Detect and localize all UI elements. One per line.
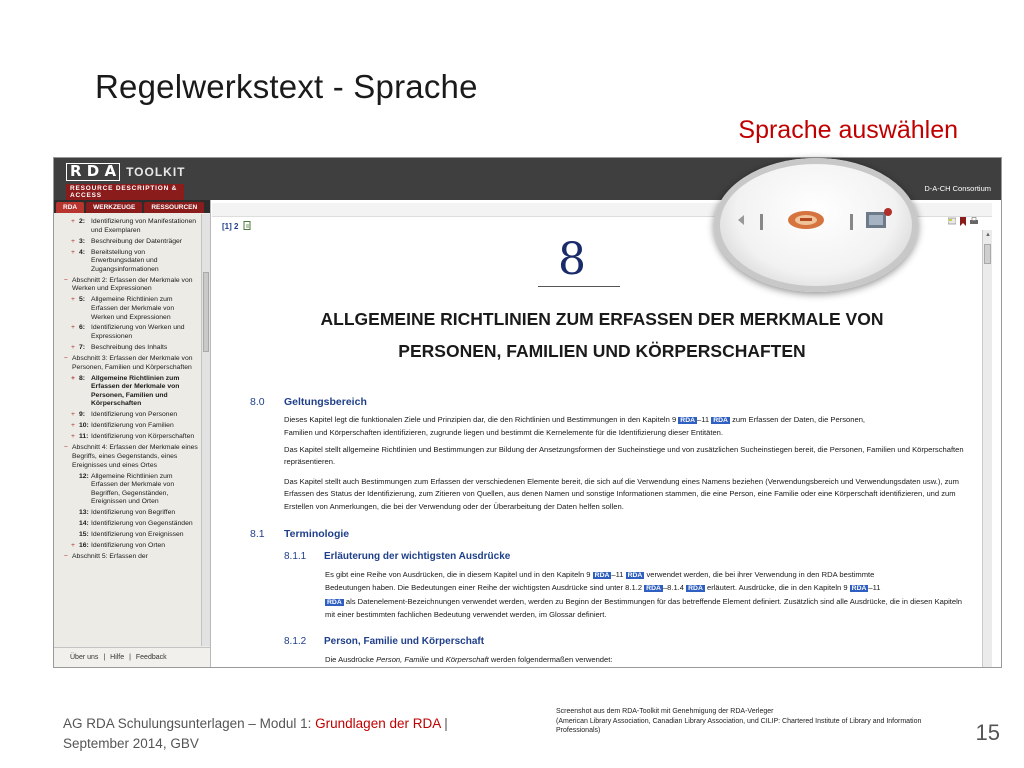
- toc-item-label: Abschnitt 4: Erfassen der Merkmale eines Begriffs, eines Gegenstands, eines Ereignisses und eines Ortes: [72, 444, 198, 469]
- help-link[interactable]: Hilfe: [110, 654, 125, 661]
- rda-link-tag[interactable]: RDA: [680, 417, 696, 424]
- footer-separator: |: [440, 716, 448, 731]
- toc-item[interactable]: [64, 238, 198, 247]
- sidebar-scroll-thumb[interactable]: [203, 272, 209, 352]
- tab-ressourcen[interactable]: RESSOURCEN: [144, 202, 204, 213]
- toc-item[interactable]: [64, 444, 198, 470]
- toc-item[interactable]: [64, 422, 198, 431]
- chapter-number: 8: [558, 234, 586, 285]
- expand-icon[interactable]: +: [71, 344, 75, 352]
- section-title: Geltungsbereich: [284, 396, 367, 408]
- page-number: 15: [975, 720, 1000, 745]
- footer-date: September 2014, GBV: [63, 736, 199, 751]
- sidebar: [54, 200, 211, 668]
- expand-icon[interactable]: [71, 531, 79, 540]
- rda-link-tag[interactable]: RDA: [713, 417, 728, 424]
- toc-item[interactable]: [64, 324, 198, 341]
- toc-item[interactable]: [64, 433, 198, 442]
- expand-icon[interactable]: +: [71, 433, 75, 441]
- sidebar-tabs: [54, 200, 210, 213]
- rda-link-tag[interactable]: RDA: [627, 572, 643, 579]
- section-number: 8.1: [250, 528, 265, 540]
- toc-item-number: 3:: [79, 237, 86, 245]
- section-8-1-2-heading[interactable]: [284, 636, 484, 647]
- section-title: Terminologie: [284, 528, 350, 540]
- toc-item[interactable]: [64, 355, 198, 372]
- chapter-title-line2: PERSONEN, FAMILIEN UND KÖRPERSCHAFTEN: [398, 341, 806, 361]
- toc-item[interactable]: [64, 296, 198, 322]
- toc-item-number: 2:: [79, 218, 86, 225]
- collapse-icon[interactable]: −: [64, 276, 68, 284]
- toc-item-label: Abschnitt 2: Erfassen der Merkmale von Werken und Expressionen: [72, 276, 193, 293]
- toc-item-label: Allgemeine Richtlinien zum Erfassen der Merkmale von Personen, Familien und Körperschaften: [91, 374, 180, 408]
- toc-item[interactable]: [64, 411, 198, 420]
- toc-item-label: Identifizierung von Werken und Expressionen: [91, 324, 185, 341]
- toc-item-number: 15:: [79, 531, 89, 539]
- section-title: Person, Familie und Körperschaft: [324, 636, 485, 647]
- slide-title: Regelwerkstext - Sprache: [95, 68, 478, 105]
- footer-text: AG RDA Schulungsunterlagen – Modul 1:: [63, 716, 316, 731]
- chapter-title: [252, 303, 952, 367]
- page-icon[interactable]: [243, 221, 252, 230]
- toc-item-label: Identifizierung von Manifestationen und Exemplaren: [91, 218, 197, 234]
- toc-item[interactable]: [64, 218, 198, 235]
- expand-icon[interactable]: +: [71, 324, 75, 332]
- page-navigation: [222, 221, 252, 231]
- copyright-note-line1: Screenshot aus dem RDA-Toolkit mit Genehmigung der RDA-Verleger: [556, 708, 774, 715]
- collapse-icon[interactable]: −: [64, 553, 68, 561]
- expand-icon[interactable]: +: [71, 542, 75, 550]
- toc-item-label: Identifizierung von Begriffen: [91, 509, 176, 517]
- rda-link-tag[interactable]: RDA: [646, 585, 661, 593]
- consortium-label: D-A-CH Consortium: [924, 184, 991, 193]
- sidebar-footer: [54, 647, 210, 668]
- toc-item[interactable]: [64, 520, 198, 529]
- toc-item-number: 10:: [79, 422, 89, 430]
- logo-toolkit-word: TOOLKIT: [126, 165, 186, 179]
- toc-item-number: 8:: [79, 374, 86, 382]
- section-8-0-paragraph-3: Das Kapitel stellt auch Bestimmungen zum Erfassen der verschiedenen Elemente bereit, die sich auf die Verwendung eines Namens beziehen (Verwendungsbereich und Verwendungsdaten usw.), zum Erfassen des Status der Identifizierung, zum Zitieren von Quellen, aus denen Namen und sonstige Informationen stammen, die eine Person, eine Familie oder eine Körperschaft identifizieren, und zum Erstellen von Anmerkungen, die bei der Verwendung oder der Überarbeitung der Daten helfen sollen.: [284, 477, 959, 511]
- copyright-note: [556, 707, 966, 736]
- rda-link-tag[interactable]: RDA: [851, 585, 867, 593]
- toc-item-number: 9:: [79, 411, 86, 419]
- expand-icon[interactable]: [71, 509, 79, 518]
- toc-item-number: 5:: [79, 296, 86, 304]
- section-8-0-heading[interactable]: [250, 396, 367, 408]
- expand-icon[interactable]: [71, 473, 79, 507]
- language-select-icon[interactable]: [738, 208, 896, 232]
- chapter-title-line1: ALLGEMEINE RICHTLINIEN ZUM ERFASSEN DER MERKMALE VON: [320, 309, 884, 329]
- toc-item[interactable]: [64, 553, 198, 562]
- about-link[interactable]: Über uns: [70, 654, 99, 661]
- toc-item-label: Allgemeine Richtlinien zum Erfassen der Merkmale von Werken und Expressionen: [91, 296, 175, 321]
- toc-item-label: Abschnitt 3: Erfassen der Merkmale von Personen, Familien und Körperschaften: [72, 355, 193, 371]
- section-8-1-1-paragraph: Es gibt eine Reihe von Ausdrücken, die in diesem Kapitel und in den Kapiteln 9 RDA –11 RDA verwendet werden, die bei ihrer Verwendung in den RDA bestimmte Bedeutungen haben. Die Bedeutungen einer Reihe der wichtigsten Ausdrücke sind unter 8.1.2 RDA –8.1.4 RDA erläutert. Ausdrücke, die in den Kapiteln 9 RDA –11 RDA als Datenelement-Bezeichnungen verwendet werden, werden zu Beginn der Bestimmungen für das betreffende Element definiert. Zusätzlich sind alle Ausdrücke, die in diesen Kapiteln mit einer bestimmten fachlichen Bedeutung verwendet werden, im Glossar definiert.: [325, 570, 963, 620]
- expand-icon[interactable]: +: [71, 422, 75, 430]
- expand-icon[interactable]: +: [71, 248, 75, 256]
- sidebar-scrollbar[interactable]: [201, 214, 210, 646]
- page-current[interactable]: [1]: [222, 222, 232, 231]
- flag-icon[interactable]: [948, 217, 956, 226]
- copyright-note-line2: (American Library Association, Canadian Library Association, und CILIP: Chartered Institute of Library and Information Professionals): [556, 717, 922, 734]
- toc-item[interactable]: [64, 509, 198, 518]
- footer-separator: |: [129, 654, 131, 661]
- magnifier-overlay: [714, 158, 918, 292]
- toc-item-number: 6:: [79, 324, 86, 332]
- toc-item-number: 12:: [79, 472, 89, 480]
- toc-item-number: 13:: [79, 509, 89, 517]
- page-two-link[interactable]: 2: [234, 222, 239, 231]
- section-number: 8.1.1: [284, 551, 307, 562]
- section-8-1-1-heading[interactable]: [284, 551, 510, 562]
- collapse-icon[interactable]: −: [64, 444, 68, 452]
- document-scrollbar[interactable]: [982, 230, 992, 668]
- section-number: 8.0: [250, 396, 265, 408]
- expand-icon[interactable]: +: [71, 296, 75, 304]
- print-icon[interactable]: [970, 217, 978, 226]
- toc-item-number: 4:: [79, 248, 86, 256]
- toc-item-label: Beschreibung der Datenträger: [91, 237, 183, 245]
- chapter-rule: [538, 286, 620, 287]
- toc-item[interactable]: [64, 344, 198, 353]
- rda-toolkit-logo[interactable]: [66, 162, 186, 199]
- slide-callout: Sprache auswählen: [738, 116, 958, 144]
- toc-item-label: Beschreibung des Inhalts: [91, 344, 168, 352]
- expand-icon[interactable]: +: [71, 218, 75, 225]
- document-tools: [948, 217, 978, 226]
- logo-rda-mark: R D A: [66, 163, 120, 181]
- toc-item-label: Identifizierung von Orten: [91, 542, 166, 550]
- toc-item-label: Identifizierung von Personen: [91, 411, 178, 419]
- expand-icon[interactable]: +: [71, 374, 75, 382]
- expand-icon[interactable]: [71, 520, 79, 529]
- toc-item-number: 16:: [79, 542, 89, 550]
- toc-item-label: Abschnitt 5: Erfassen der: [72, 553, 148, 561]
- expand-icon[interactable]: +: [71, 237, 75, 245]
- rda-link-tag[interactable]: RDA: [594, 572, 610, 579]
- section-number: 8.1.2: [284, 636, 307, 647]
- feedback-link[interactable]: Feedback: [135, 654, 167, 661]
- bookmark-icon[interactable]: [959, 217, 967, 226]
- section-title: Erläuterung der wichtigsten Ausdrücke: [324, 551, 511, 562]
- logo-subtitle: RESOURCE DESCRIPTION & ACCESS: [66, 184, 184, 200]
- expand-icon[interactable]: +: [71, 411, 75, 419]
- document-scroll-thumb[interactable]: [984, 244, 991, 264]
- toc-tree: [54, 216, 200, 644]
- toc-item-label: Identifizierung von Familien: [91, 422, 174, 430]
- rda-link-tag[interactable]: RDA: [327, 598, 342, 606]
- footer-highlight: Grundlagen der RDA: [315, 716, 441, 731]
- toc-item[interactable]: [64, 249, 198, 275]
- toc-item-number: 14:: [79, 520, 89, 528]
- slide-footer: [63, 714, 448, 754]
- toc-item-label: Bereitstellung von Erwerbungsdaten und Zugangsinformationen: [91, 248, 159, 273]
- footer-separator: |: [103, 654, 106, 661]
- section-8-0-paragraph-1: Dieses Kapitel legt die funktionalen Ziele und Prinzipien dar, die den Richtlinien und Bestimmungen in den Kapiteln 9 RDA –11 RDA zum Erfassen der Daten, die Personen, Familien und Körperschaften identifizieren, zugrunde liegen und bestimmt die Kernelemente für die Identifizierung dieser Entitäten.: [284, 415, 866, 438]
- toc-item-label: Identifizierung von Gegenständen: [91, 520, 193, 528]
- toc-item-label: Allgemeine Richtlinien zum Erfassen der Merkmale von Begriffen, Gegenständen, Ereignissen und Orten: [91, 472, 175, 506]
- toc-item[interactable]: [64, 542, 198, 551]
- toc-item[interactable]: [64, 473, 198, 507]
- toc-item[interactable]: [64, 277, 198, 294]
- tab-werkzeuge[interactable]: WERKZEUGE: [86, 202, 142, 213]
- collapse-icon[interactable]: −: [64, 355, 68, 363]
- rda-link-tag[interactable]: RDA: [688, 585, 703, 593]
- toc-item-label: Identifizierung von Körperschaften: [91, 433, 195, 441]
- section-8-1-heading[interactable]: [250, 528, 349, 540]
- scroll-up-icon[interactable]: ▲: [985, 232, 991, 238]
- tab-rda[interactable]: RDA: [56, 202, 84, 213]
- section-8-0-paragraph-2: Das Kapitel stellt allgemeine Richtlinien und Bestimmungen zur Bildung der Ansetzungsformen der Sucheinstiege und von zusätzlichen Sucheinstiegen bereit, die Personen, Familien und Körperschaften repräsentieren.: [284, 445, 964, 467]
- toc-item-number: 11:: [79, 433, 89, 441]
- toc-item-number: 7:: [79, 344, 86, 352]
- toc-item[interactable]: [64, 531, 198, 540]
- section-8-1-2-paragraph: Die Ausdrücke Person, Familie und Körperschaft werden folgendermaßen verwendet:: [325, 655, 613, 664]
- toc-item[interactable]: [64, 375, 198, 409]
- toc-item-label: Identifizierung von Ereignissen: [91, 531, 184, 539]
